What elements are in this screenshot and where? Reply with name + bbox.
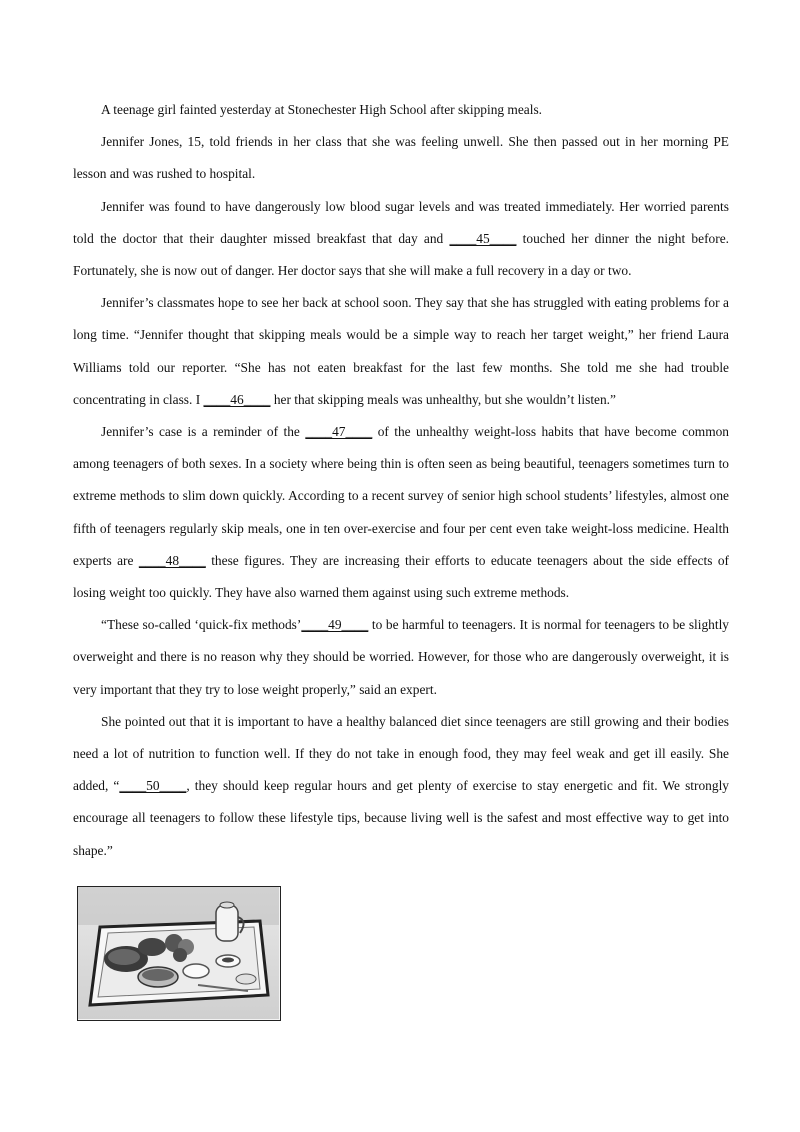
- paragraph: [73, 94, 729, 126]
- paragraph-text: Jennifer Jones, 15, told friends in her class that she was feeling unwell. She then passed out in her morning PE lesson and was rushed to hospital.: [73, 134, 729, 182]
- breakfast-tray-photo: [77, 886, 281, 1021]
- paragraph-text: of the unhealthy weight-loss habits that have become common among teenagers of both sexes. In a society where being thin is often seen as being beautiful, teenagers sometimes turn to extreme methods to slim down quickly. According to a recent survey of senior high school students’ lifestyles, almost one fifth of teenagers regularly skip meals, one in ten over-exercise and four per cent even take weight-loss medicine. Health experts are: [73, 424, 729, 568]
- paragraph-text: Jennifer’s classmates hope to see her back at school soon. They say that she has struggled with eating problems for a long time. “Jennifer thought that skipping meals would be a simple way to reach her target weight,” her friend Laura Williams told our reporter. “She has not eaten breakfast for the last few months. She told me she had trouble concentrating in class. I: [73, 295, 729, 407]
- paragraph-text: She pointed out that it is important to have a healthy balanced diet since teenagers are still growing and their bodies need a lot of nutrition to function well. If they do not take in enough food, they may feel weak and get ill easily. She added, “: [73, 713, 729, 794]
- paragraph: [73, 416, 729, 609]
- paragraph-text: Jennifer’s case is a reminder of the: [101, 424, 306, 440]
- paragraph: [73, 126, 729, 190]
- paragraph: [73, 609, 729, 706]
- paragraph-text: touched her dinner the night before. Fortunately, she is now out of danger. Her doctor says that she will make a full recovery in a day or two.: [73, 230, 729, 279]
- paragraph-text: A teenage girl fainted yesterday at Stonechester High School after skipping meals.: [101, 102, 543, 117]
- answer-blank: ____46____: [203, 391, 271, 407]
- paragraph: [73, 706, 729, 867]
- answer-blank: ____47____: [305, 424, 373, 440]
- paragraph-text: “These so-called ‘quick-fix methods’: [101, 617, 302, 633]
- paragraph-text: her that skipping meals was unhealthy, but she wouldn’t listen.”: [270, 391, 616, 407]
- paragraph: [73, 191, 729, 288]
- paragraph-text: , they should keep regular hours and get plenty of exercise to stay energetic and fit. We strongly encourage all teenagers to follow these lifestyle tips, because living well is the safest and most effective way to get into shape.”: [73, 778, 729, 858]
- paragraph-text: these figures. They are increasing their efforts to educate teenagers about the side effects of losing weight too quickly. They have also warned them against using such extreme methods.: [73, 552, 729, 601]
- answer-blank: ____50____: [119, 778, 187, 794]
- answer-blank: ____48____: [138, 552, 206, 568]
- paragraph-text: Jennifer was found to have dangerously low blood sugar levels and was treated immediately. Her worried parents told the doctor that their daughter missed breakfast that day and: [73, 198, 729, 246]
- paragraph: [73, 287, 729, 416]
- breakfast-tray-illustration: [78, 887, 279, 1019]
- paragraph-text: to be harmful to teenagers. It is normal for teenagers to be slightly overweight and there is no reason why they should be worried. However, for those who are dangerously overweight, it is very important that they try to lose weight properly,” said an expert.: [73, 617, 729, 697]
- answer-blank: ____49____: [301, 617, 369, 633]
- article-body: [73, 94, 729, 867]
- answer-blank: ____45____: [449, 230, 517, 246]
